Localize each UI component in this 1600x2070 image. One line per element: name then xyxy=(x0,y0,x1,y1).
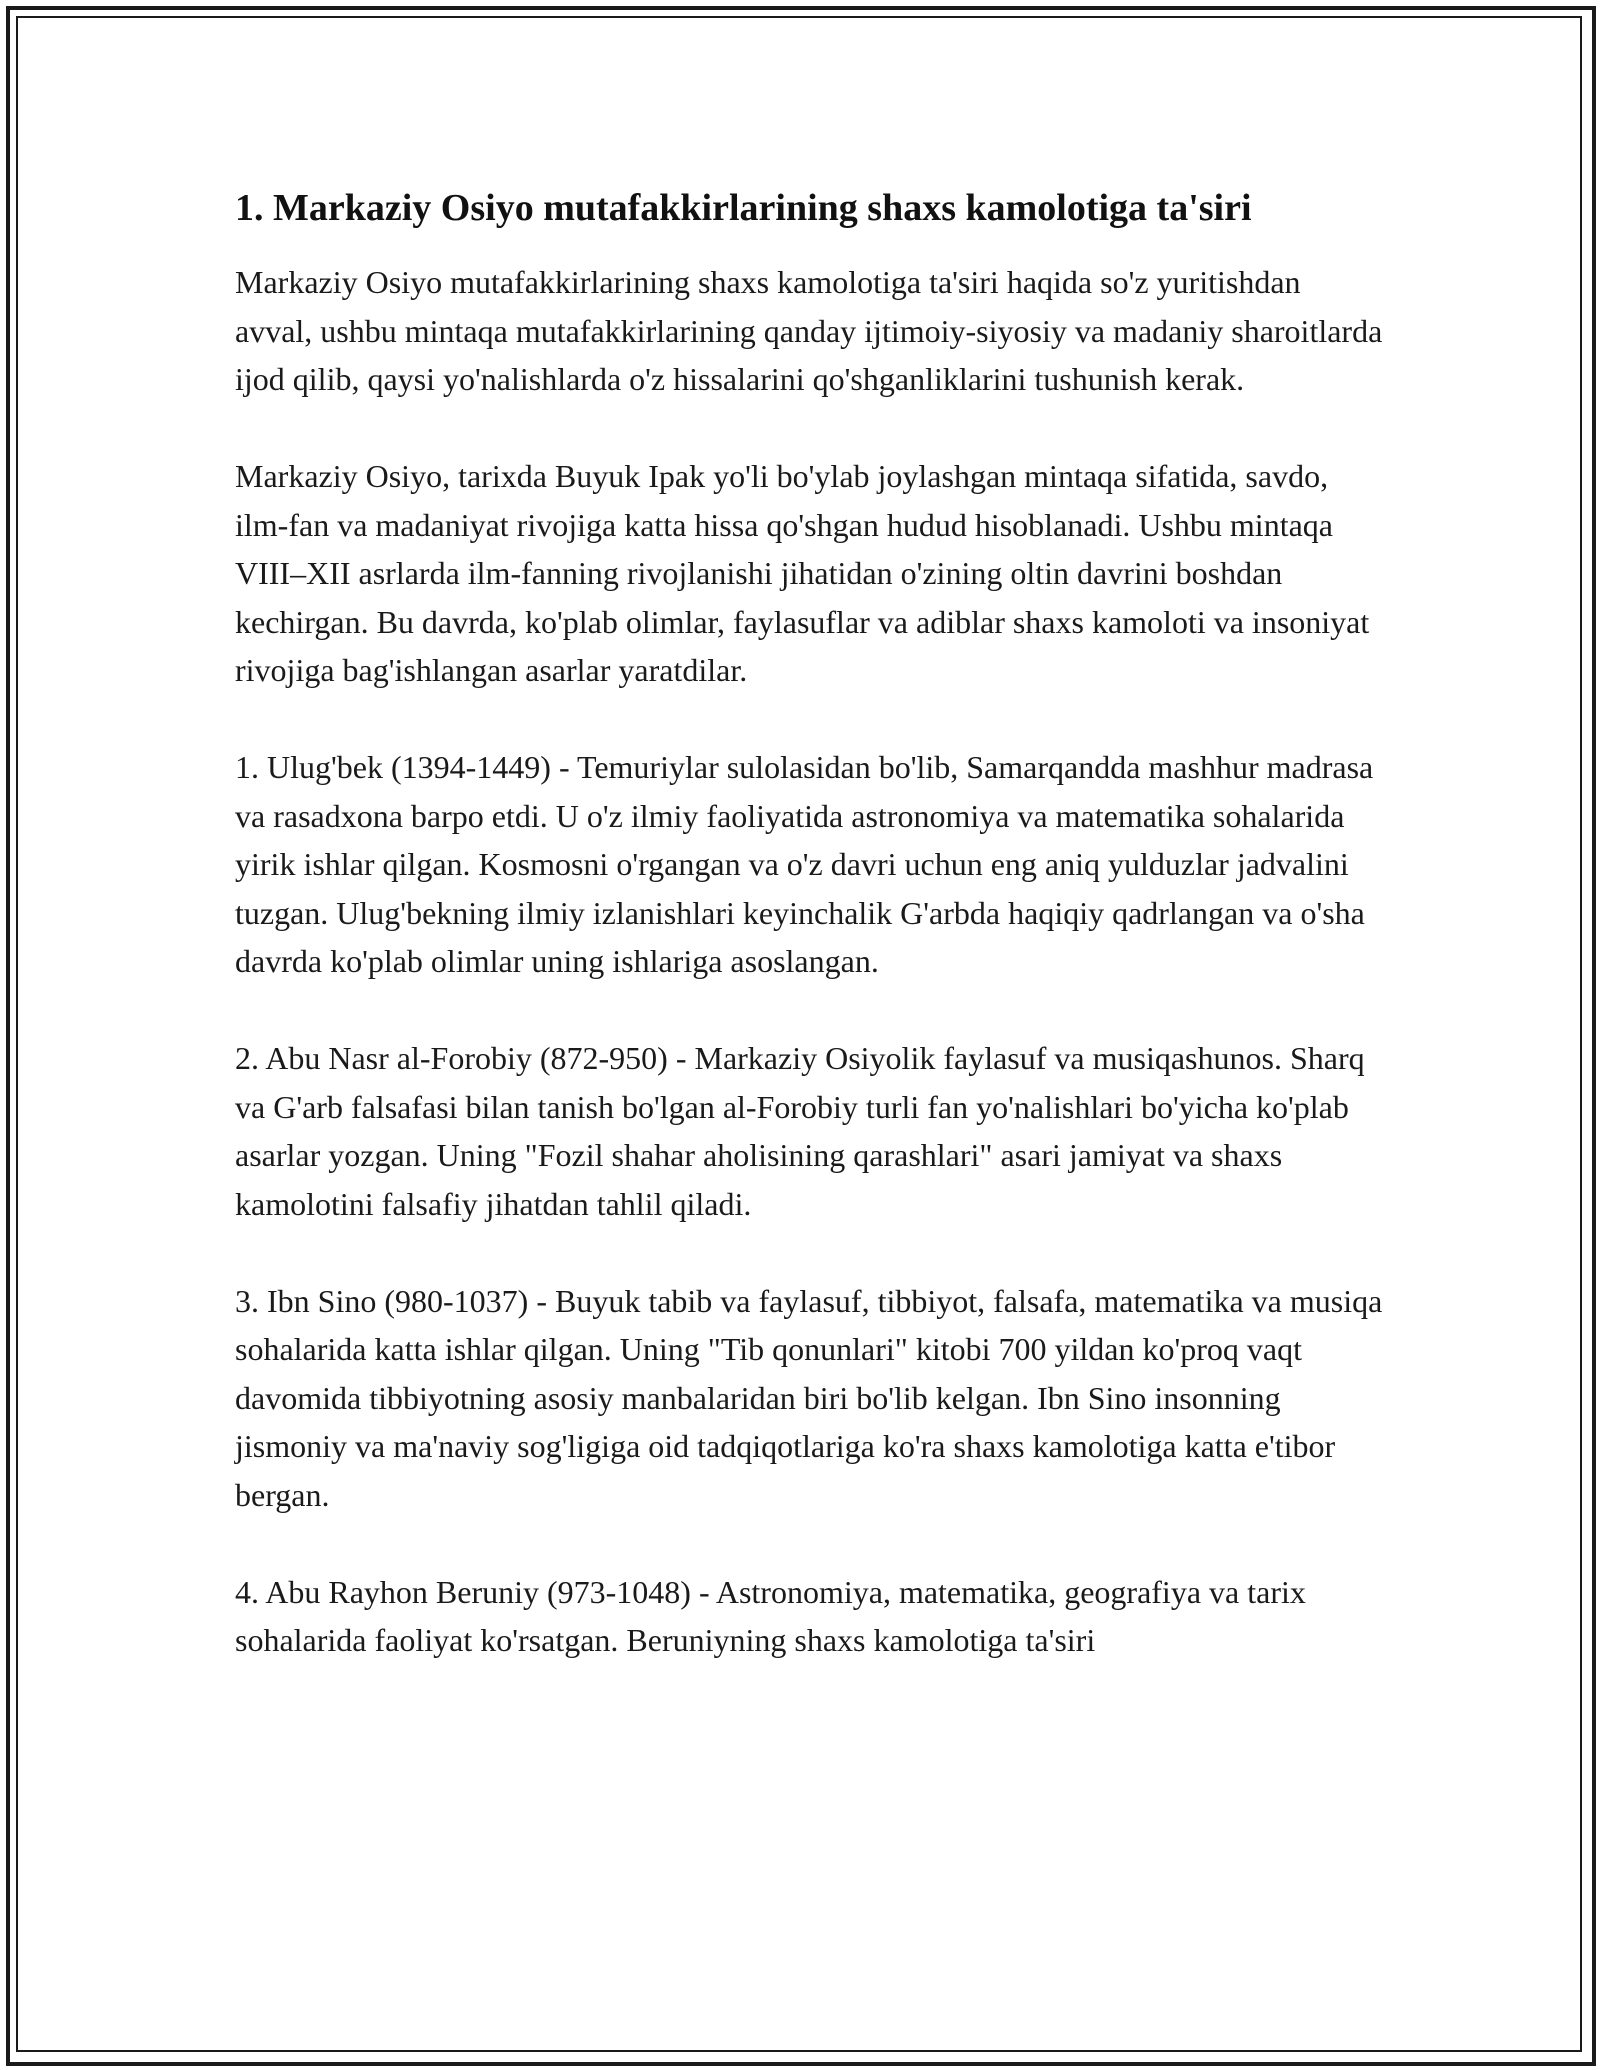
paragraph-ibn-sino: 3. Ibn Sino (980-1037) - Buyuk tabib va faylasuf, tibbiyot, falsafa, matematika va musiqa sohalarida katta ishlar qilgan. Uning "Tib qonunlari" kitobi 700 yildan ko'proq vaqt davomida tibbiyotning asosiy manbalaridan biri bo'lib kelgan. Ibn Sino insonning jismoniy va ma'naviy sog'ligiga oid tadqiqotlariga ko'ra shaxs kamolotiga katta e'tibor bergan. xyxy=(235,1282,1383,1513)
paragraph-ulugbek: 1. Ulug'bek (1394-1449) - Temuriylar sulolasidan bo'lib, Samarqandda mashhur madrasa va rasadxona barpo etdi. U o'z ilmiy faoliyatida astronomiya va matematika sohalarida yirik ishlar qilgan. Kosmosni o'rgangan va o'z davri uchun eng aniq yulduzlar jadvalini tuzgan. Ulug'bekning ilmiy izlanishlari keyinchalik G'arbda haqiqiy qadrlangan va o'sha davrda ko'plab olimlar uning ishlariga asoslangan. xyxy=(235,749,1374,979)
paragraph-beruniy: 4. Abu Rayhon Beruniy (973-1048) - Astronomiya, matematika, geografiya va tarix sohalarida faoliyat ko'rsatgan. Beruniyning shaxs kamolotiga ta'siri xyxy=(235,1573,1306,1658)
document-body xyxy=(235,184,1385,1713)
document-title: 1. Markaziy Osiyo mutafakkirlarining shaxs kamolotiga ta'siri xyxy=(235,187,1252,229)
paragraph-forobiy: 2. Abu Nasr al-Forobiy (872-950) - Markaziy Osiyolik faylasuf va musiqashunos. Sharq va G'arb falsafasi bilan tanish bo'lgan al-Forobiy turli fan yo'nalishlari bo'yicha ko'plab asarlar yozgan. Uning "Fozil shahar aholisining qarashlari" asari jamiyat va shaxs kamolotini falsafiy jihatdan tahlil qiladi. xyxy=(235,1040,1365,1222)
paragraph-region-history: Markaziy Osiyo, tarixda Buyuk Ipak yo'li bo'ylab joylashgan mintaqa sifatida, savdo, ilm-fan va madaniyat rivojiga katta hissa qo'shgan hudud hisoblanadi. Ushbu mintaqa VIII–XII asrlarda ilm-fanning rivojlanishi jihatidan o'zining oltin davrini boshdan kechirgan. Bu davrda, ko'plab olimlar, faylasuflar va adiblar shaxs kamoloti va insoniyat rivojiga bag'ishlangan asarlar yaratdilar. xyxy=(235,458,1370,688)
paragraph-intro: Markaziy Osiyo mutafakkirlarining shaxs kamolotiga ta'siri haqida so'z yuritishdan avval, ushbu mintaqa mutafakkirlarining qanday ijtimoiy-siyosiy va madaniy sharoitlarda ijod qilib, qaysi yo'nalishlarda o'z hissalarini qo'shganliklarini tushunish kerak. xyxy=(235,264,1383,397)
